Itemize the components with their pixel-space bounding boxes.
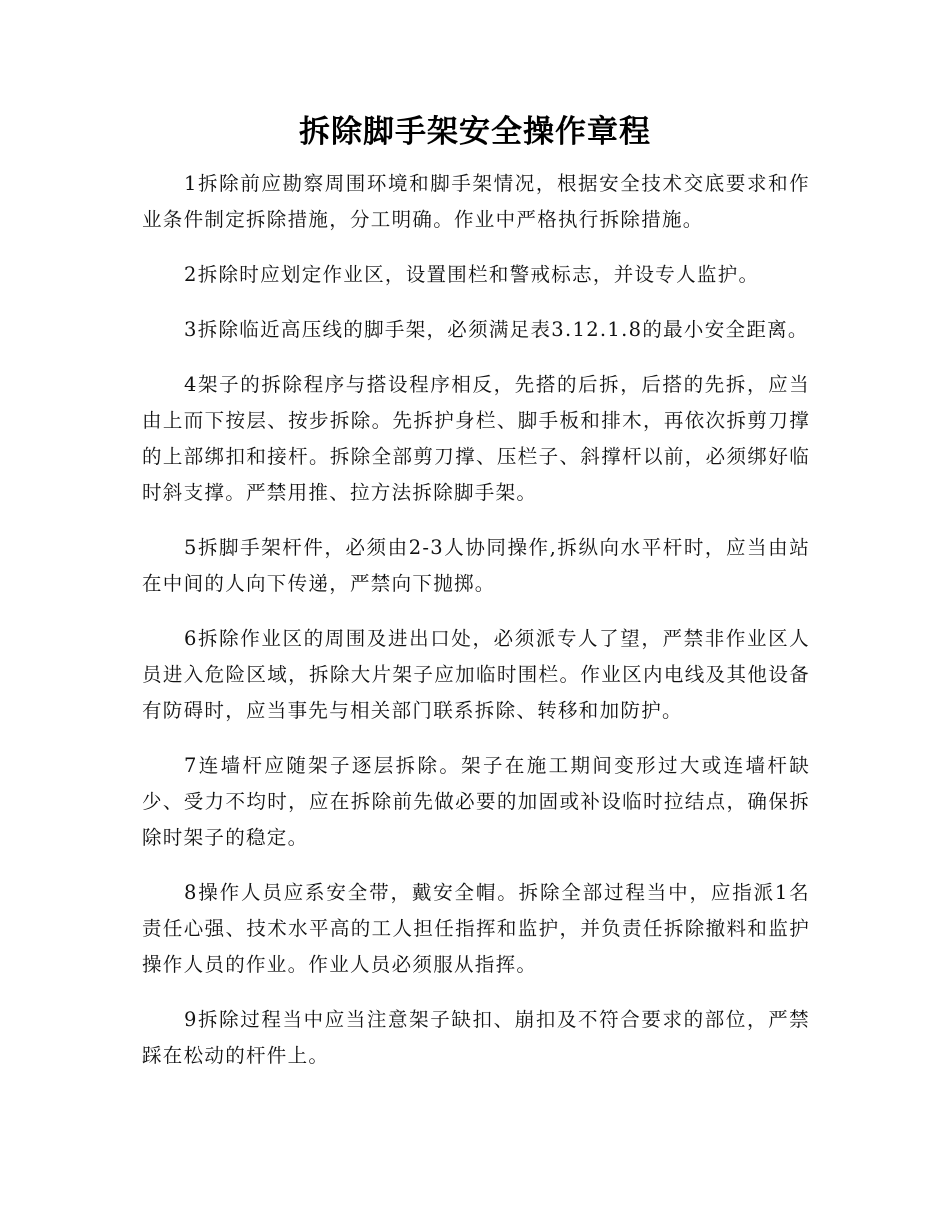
paragraph-9: 9拆除过程当中应当注意架子缺扣、崩扣及不符合要求的部位，严禁踩在松动的杆件上。 xyxy=(142,1008,810,1067)
document-body xyxy=(142,166,810,1093)
paragraph-7: 7连墙杆应随架子逐层拆除。架子在施工期间变形过大或连墙杆缺少、受力不均时，应在拆除前先做必要的加固或补设临时拉结点，确保拆除时架子的稳定。 xyxy=(142,754,810,849)
paragraph-8: 8操作人员应系安全带，戴安全帽。拆除全部过程当中，应指派1名责任心强、技术水平高的工人担任指挥和监护，并负责任拆除撤料和监护操作人员的作业。作业人员必须服从指挥。 xyxy=(142,881,810,976)
paragraph-4: 4架子的拆除程序与搭设程序相反，先搭的后拆，后搭的先拆，应当由上而下按层、按步拆除。先拆护身栏、脚手板和排木，再依次拆剪刀撑的上部绑扣和接杆。拆除全部剪刀撑、压栏子、斜撑杆以前，必须绑好临时斜支撑。严禁用推、拉方法拆除脚手架。 xyxy=(142,373,810,504)
paragraph-2: 2拆除时应划定作业区，设置围栏和警戒标志，并设专人监护。 xyxy=(184,263,760,286)
paragraph-3: 3拆除临近高压线的脚手架，必须满足表3.12.1.8的最小安全距离。 xyxy=(184,318,809,341)
paragraph-6: 6拆除作业区的周围及进出口处，必须派专人了望，严禁非作业区人员进入危险区域，拆除大片架子应加临时围栏。作业区内电线及其他设备有防碍时，应当事先与相关部门联系拆除、转移和加防护。 xyxy=(142,627,810,722)
paragraph-5: 5拆脚手架杆件，必须由2-3人协同操作,拆纵向水平杆时，应当由站在中间的人向下传递，严禁向下抛掷。 xyxy=(142,536,810,595)
document-title: 拆除脚手架安全操作章程 xyxy=(299,114,651,150)
paragraph-1: 1拆除前应勘察周围环境和脚手架情况，根据安全技术交底要求和作业条件制定拆除措施，分工明确。作业中严格执行拆除措施。 xyxy=(142,172,810,231)
